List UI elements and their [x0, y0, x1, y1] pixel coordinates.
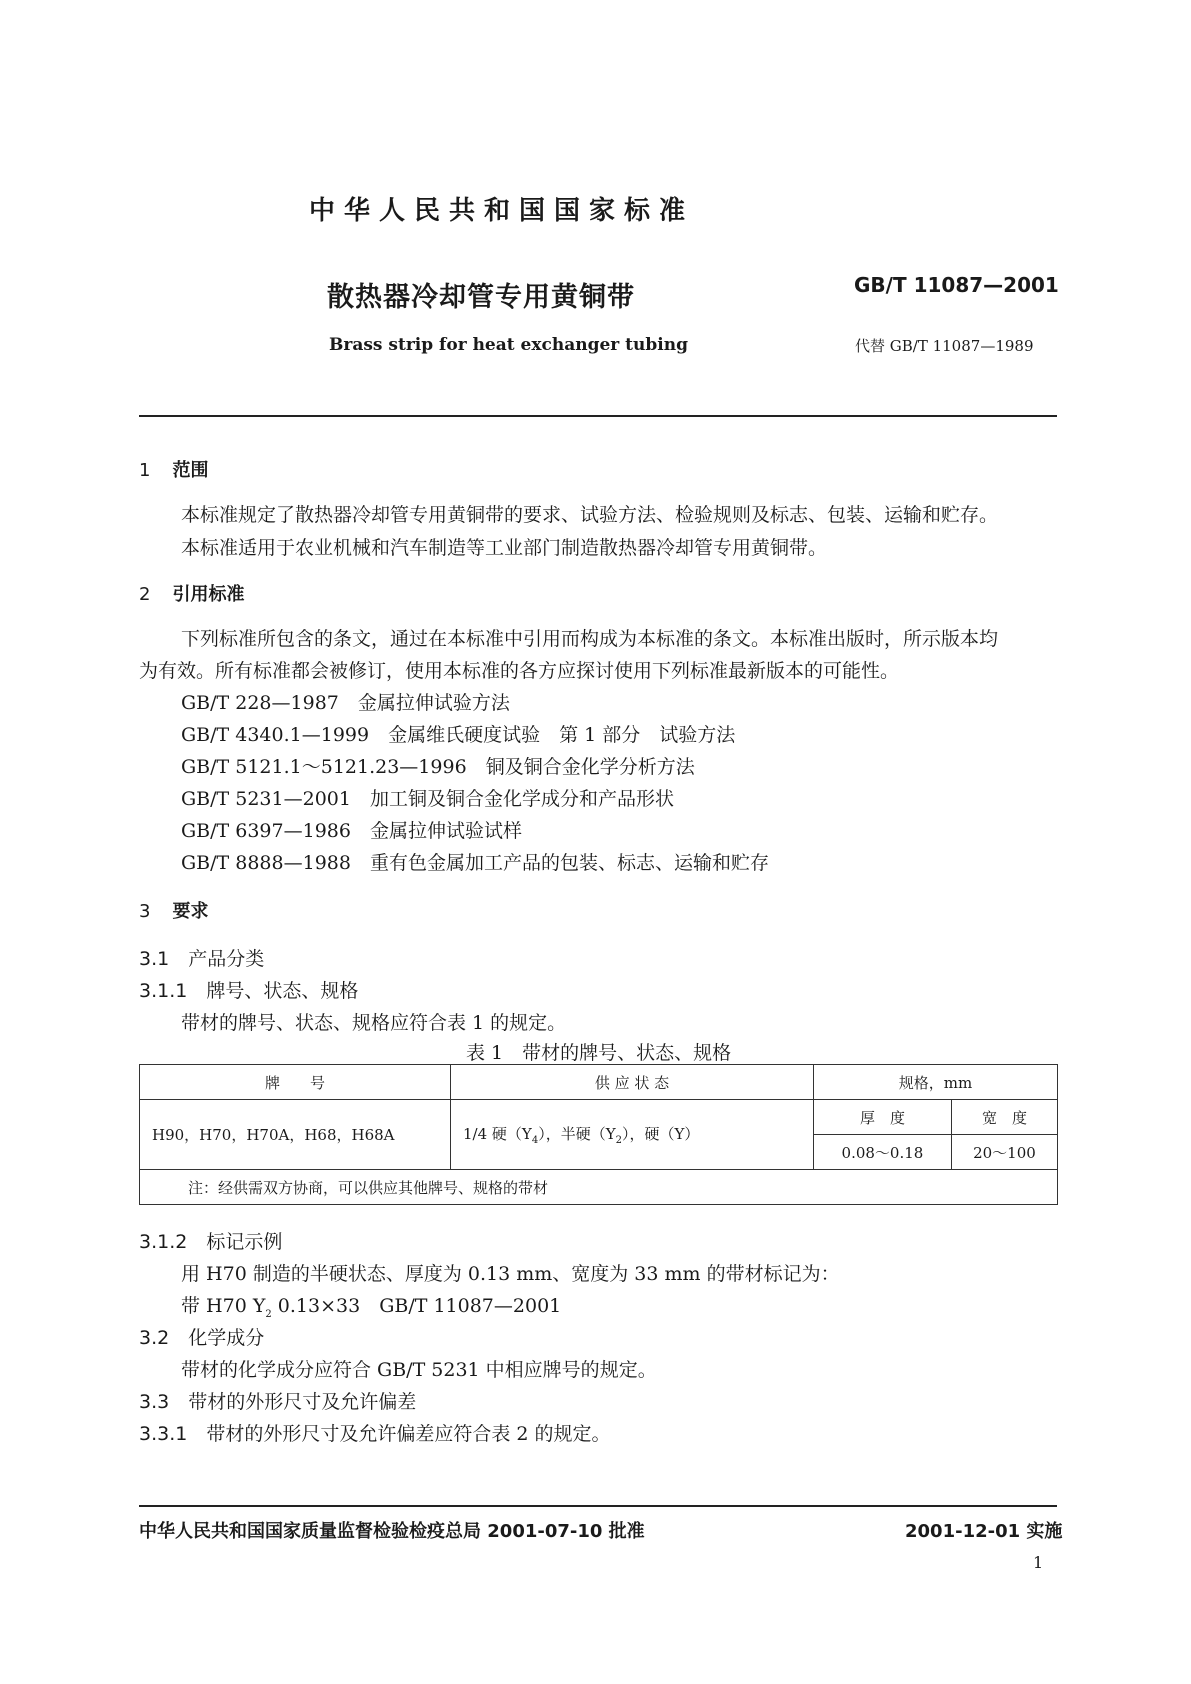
- reference-code: GB/T 4340.1—1999: [181, 724, 370, 746]
- subsection-3-3: [139, 1387, 416, 1414]
- subsection-3-2: [139, 1323, 264, 1350]
- reference-name: 金属拉伸试验试样: [369, 820, 522, 842]
- issuer-approval: 中华人民共和国国家质量监督检验检疫总局 2001-07-10 批准: [139, 1521, 645, 1542]
- table-note: 注：经供需双方协商，可以供应其他牌号、规格的带材: [140, 1170, 1058, 1205]
- section-number: 3: [139, 901, 151, 922]
- subsection-3-1: [139, 944, 264, 971]
- reference-code: GB/T 5231—2001: [181, 788, 351, 810]
- table-header-state: 供 应 状 态: [451, 1065, 814, 1100]
- reference-code: GB/T 228—1987: [181, 692, 339, 714]
- effective-date: 2001-12-01 实施: [905, 1521, 1063, 1542]
- marking-example: 带 H70 $Y_2$ 0.13×33 GB/T 11087—2001: [181, 1295, 562, 1320]
- reference-item: [181, 688, 510, 715]
- section-title: 引用标准: [172, 584, 245, 605]
- section-3-heading: [139, 897, 208, 923]
- section-1-heading: [139, 456, 208, 482]
- reference-item: [181, 848, 769, 875]
- paragraph: 下列标准所包含的条文，通过在本标准中引用而构成为本标准的条文。本标准出版时，所示版本均: [181, 628, 999, 650]
- document-title-cn: 散热器冷却管专用黄铜带: [327, 282, 635, 313]
- table-cell-grades: H90，H70，H70A，H68，H68A: [140, 1100, 451, 1170]
- replaces-standard: 代替 GB/T 11087—1989: [855, 337, 1034, 355]
- subsection-3-3-1: [139, 1419, 611, 1446]
- section-number: 2: [139, 584, 151, 605]
- table-header-spec: 规格，mm: [814, 1065, 1058, 1100]
- subsection-number: 3.3.1: [139, 1423, 188, 1445]
- subsection-title: 标记示例: [206, 1231, 283, 1253]
- subsection-number: 3.3: [139, 1391, 170, 1413]
- reference-code: GB/T 8888—1988: [181, 852, 351, 874]
- reference-name: 金属拉伸试验方法: [357, 692, 510, 714]
- table-cell-width: 20～100: [951, 1135, 1057, 1170]
- reference-item: [181, 720, 735, 747]
- reference-item: [181, 752, 695, 779]
- page-number: 1: [1033, 1553, 1044, 1572]
- paragraph: 本标准规定了散热器冷却管专用黄铜带的要求、试验方法、检验规则及标志、包装、运输和贮存。: [181, 504, 999, 526]
- table-header-width: 宽 度: [951, 1100, 1057, 1135]
- paragraph: 本标准适用于农业机械和汽车制造等工业部门制造散热器冷却管专用黄铜带。: [181, 537, 828, 559]
- section-2-heading: [139, 580, 244, 606]
- subsection-title: 产品分类: [188, 948, 265, 970]
- subsection-3-1-1: [139, 976, 358, 1003]
- footer-divider: [139, 1505, 1057, 1507]
- document-title-en: Brass strip for heat exchanger tubing: [329, 335, 688, 355]
- header-divider: [139, 415, 1057, 417]
- standard-code: GB/T 11087—2001: [854, 273, 1059, 297]
- reference-name: 加工铜及铜合金化学成分和产品形状: [369, 788, 674, 810]
- subsection-number: 3.2: [139, 1327, 170, 1349]
- table-caption: 表 1 带材的牌号、状态、规格: [466, 1042, 732, 1064]
- subsection-title: 牌号、状态、规格: [206, 980, 359, 1002]
- subsection-3-1-2: [139, 1227, 282, 1254]
- reference-name: 铜及铜合金化学分析方法: [485, 756, 695, 778]
- section-title: 要求: [172, 901, 209, 922]
- reference-item: [181, 784, 674, 811]
- table-1: [139, 1064, 1058, 1205]
- reference-name: 金属维氏硬度试验 第 1 部分 试验方法: [388, 724, 736, 746]
- reference-code: GB/T 5121.1～5121.23—1996: [181, 756, 467, 778]
- paragraph: 带材的化学成分应符合 GB/T 5231 中相应牌号的规定。: [181, 1359, 657, 1381]
- subsection-number: 3.1.1: [139, 980, 188, 1002]
- subsection-number: 3.1.2: [139, 1231, 188, 1253]
- section-number: 1: [139, 460, 151, 481]
- paragraph: 为有效。所有标准都会被修订，使用本标准的各方应探讨使用下列标准最新版本的可能性。: [139, 660, 900, 682]
- paragraph: 用 H70 制造的半硬状态、厚度为 0.13 mm、宽度为 33 mm 的带材标记为：: [181, 1263, 840, 1285]
- table-cell-state: 1/4 硬$(Y_4)$，半硬$(Y_2)$，硬（Y）: [451, 1100, 814, 1170]
- subsection-title: 带材的外形尺寸及允许偏差: [188, 1391, 417, 1413]
- subsection-title: 带材的外形尺寸及允许偏差应符合表 2 的规定。: [206, 1423, 611, 1445]
- subsection-number: 3.1: [139, 948, 170, 970]
- reference-name: 重有色金属加工产品的包装、标志、运输和贮存: [369, 852, 769, 874]
- reference-code: GB/T 6397—1986: [181, 820, 351, 842]
- country-standard-heading: 中华人民共和国国家标准: [309, 196, 695, 226]
- section-title: 范围: [172, 460, 209, 481]
- subsection-title: 化学成分: [188, 1327, 265, 1349]
- table-cell-thickness: 0.08～0.18: [814, 1135, 952, 1170]
- table-header-grade: 牌 号: [140, 1065, 451, 1100]
- reference-item: [181, 816, 522, 843]
- paragraph: 带材的牌号、状态、规格应符合表 1 的规定。: [181, 1012, 567, 1034]
- table-header-thickness: 厚 度: [814, 1100, 952, 1135]
